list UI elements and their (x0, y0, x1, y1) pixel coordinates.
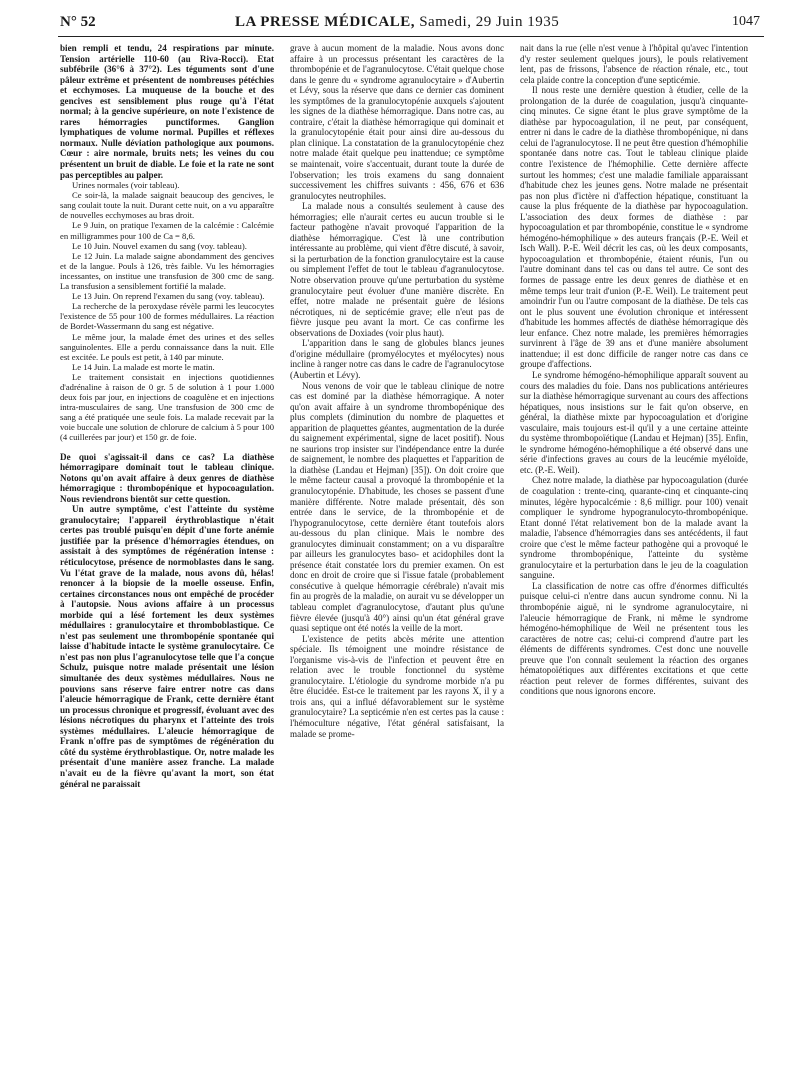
journal-title: LA PRESSE MÉDICALE, (235, 14, 415, 30)
column-right (520, 43, 748, 1073)
paragraph: Il nous reste une dernière question à étudier, celle de la prolongation de la durée de coagulation, jusqu'à cinquante-cinq minutes. Ce signe étant le plus grave symptôme de la diathèse par hypocoagulation, il ne peut, par conséquent, entrer ni dans le cadre de la diathèse thrombopénique, ni dans celui de l'agranulocytose. Il ne peut être question d'hémophilie spontanée dans notre cas. Tout le tableau clinique plaide contre l'existence de l'hémophilie. Cette dernière affecte surtout les hommes; c'est une maladie familiale apparaissant d'habitude chez les jeunes gens. Notre malade ne présentait pas non plus d'ictère ni d'affection hépatique, constituant la cause la plus fréquente de la diathèse par hypocoagulation. L'association des deux formes de diathèse : par hypocoagulation et par thrombopénie, constitue le « syndrome hémogéno-hémophilique » des auteurs français (P.-E. Weil et Isch Wall). P.-E. Weil décrit les cas, où les deux composants, hypocoagulation et thrombopénie, étaient réunis, l'un ou l'autre dominant dans tel cas ou dans tel autre. Ce sont des formes de passage entre les deux genres de diathèse et en même temps leur trait d'union (P.-E. Weil). Le traitement peut amoindrir l'un ou l'autre composant de la diathèse. De tels cas ont le plus souvent une évolution chronique et intéressent d'habitude les hommes affectés de diathèse hémorragique dès leur enfance. Chez notre malade, les premières hémorragies survinrent à l'âge de 39 ans et d'une manière absolument inattendue; il est donc difficile de ranger notre cas dans ce groupe d'affections. (520, 85, 748, 370)
page-number: 1047 (732, 14, 760, 29)
paragraph: Chez notre malade, la diathèse par hypocoagulation (durée de coagulation : trente-cinq, quarante-cinq et cinquante-cinq minutes, légère hypocalcémie : 8,6 milligr. pour 100) venait compliquer le syndrome hypogranulocyto-thrombopénique. Etant donné l'état relativement bon de la malade avant la maladie, l'absence d'hémorragies dans ses antécédents, il faut croire que c'est le même facteur pathogène qui a provoqué le syndrome thrombopénique, l'atteinte du système granulocytaire et la perturbation dans le jeu de la coagulation sanguine. (520, 475, 748, 581)
paragraph: nait dans la rue (elle n'est venue à l'hôpital qu'avec l'intention d'y rester seulement quelques jours), le pouls relativement lent, pas de frissons, l'absence de réaction rénale, etc., tout cela plaide contre la conception d'une septicémie. (520, 43, 748, 85)
paragraph: Le 12 Juin. La malade saigne abondamment des gencives et de la langue. Pouls à 126, très faible. Vu les hémorragies incessantes, on institue une transfusion de 300 cmc de sang. La transfusion a sensiblement fortifié la malade. (60, 250, 274, 292)
paragraph: Le syndrome hémogéno-hémophilique apparaît souvent au cours des maladies du foie. Dans nos publications antérieures sur la diathèse hémorragique survenant au cours des affections hépatiques, nous insistions sur le fait qu'on observe, en général, la diathèse mixte par hypocoagulation et d'origine vasculaire, mais toujours est-il qu'il y a une certaine atteinte du système thrombopoïétique (Landau et Hejman) [35]. Enfin, le syndrome hémogéno-hémophilique a été observé dans une série d'infections graves au cours de la leucémie myéloïde, etc. (P.-E. Weil). (520, 369, 748, 475)
paragraph: bien rempli et tendu, 24 respirations par minute. Tension artérielle 110-60 (au Riva-Rocci). Etat subfébrile (36°6 à 37°2). Les téguments sont d'une pâleur extrême et présentent de nombreuses pétéchies et ecchymoses. La muqueuse de la bouche et des gencives est sensiblement plus rouge qu'à l'état normal; à la gencive supérieure, on note l'existence de rares hémorragies punctiformes. Ganglion lymphatiques de volume normal. Pupilles et réflexes normaux. Nulle déviation pathologique aux poumons. Cœur : aire normale, bruits nets; les veines du cou présentent un bruit de diable. Le foie et la rate ne sont pas perceptibles au palper. (60, 43, 274, 180)
paragraph: La malade nous a consultés seulement à cause des hémorragies; elle n'aurait certes eu aucun trouble si le facteur pathogène n'avait provoqué l'apparition de la diathèse hémorragique. C'est là une contribution intéressante au problème, qui vient d'être discuté, à savoir, si la perturbation de la fonction granulocytaire est la cause ou simplement l'effet de tout le tableau d'agranulocytose. Notre observation prouve qu'une perturbation du système granulocytaire peut évoluer d'une manière discrète. En effet, notre malade ne présentait guère de lésions nécrotiques, ni de septicémie grave; elle n'eut pas de fièvre jusque peu avant la mort. Ce cas confirme les observations de Doxiades (voir plus haut). (290, 201, 504, 338)
paragraph: L'existence de petits abcès mérite une attention spéciale. Ils témoignent une moindre résistance de l'organisme vis-à-vis de l'infection et peuvent être en relation avec le trouble fonctionnel du système granulocytaire. L'étiologie du syndrome morbide n'a pu être élucidée. Est-ce le traitement par les rayons X, il y a trois ans, qui a influé défavorablement sur le système granulocytaire? La septicémie n'en est certes pas la cause : l'hémoculture négative, l'état général satisfaisant, la malade se prome- (290, 633, 504, 739)
paragraph: Le 9 Juin, on pratique l'examen de la calcémie : Calcémie en milligrammes pour 100 de Ca = 8,6. (60, 220, 274, 241)
header-rule (58, 36, 764, 37)
column-left (60, 43, 274, 1073)
paragraph: Ce soir-là, la malade saignait beaucoup des gencives, le sang coulait toute la nuit. Durant cette nuit, on a vu apparaître de nouvelles ecchymoses au bras droit. (60, 190, 274, 221)
paragraph: De quoi s'agissait-il dans ce cas? La diathèse hémorragipare dominait tout le tableau clinique. Notons qu'on avait affaire à deux genres de diathèse hémorragique : thrombopénique et hypocoagulation. Nous reviendrons bientôt sur cette question. (60, 451, 274, 504)
paragraph: Nous venons de voir que le tableau clinique de notre cas est dominé par la diathèse hémorragique. A noter qu'on avait affaire à un syndrome thrombopénique des plus complets (diminution du nombre de plaquettes et apparition de plaquettes géantes, augmentation de la durée du saignement expérimental, signe de lacet positif). Nous ne saurions trop insister sur l'indépendance entre la durée de saignement, le nombre des plaquettes et l'apparition de la diathèse (Landau et Hejman) [35]). On doit croire que le même facteur causal a provoqué la thrombopénie et la granulocytopénie. D'habitude, les choses se passent d'une manière différente. Notre malade présentait, dès son entrée dans le service, de la thrombopénie et de l'hypogranulocytose, cette dernière étant toutefois alors au-dessous du plan clinique. Mais le nombre des granulocytes diminuait constamment; on a vu disparaître par ailleurs les granulocytes baso- et acidophiles dont la présence était constatée lors du premier examen. On est donc en droit de croire que si l'issue fatale (probablement consécutive à quelque hémorragie cérébrale) n'avait mis fin au progrès de la maladie, on aurait vu se développer un tableau complet d'agranulocytose, d'autant plus qu'une fièvre élevée (jusqu'à 40°) ainsi qu'un état général grave quasi septique ont été notés la veille de la mort. (290, 380, 504, 634)
page-header (60, 14, 760, 38)
paragraph: Le même jour, la malade émet des urines et des selles sanguinolentes. Elle a perdu connaissance dans la nuit. Elle est excitée. Le pouls est petit, à 140 par minute. (60, 331, 274, 362)
issue-number: N° 52 (60, 14, 96, 30)
paragraph-gap (60, 443, 274, 452)
paragraph: La recherche de la peroxydase révèle parmi les leucocytes l'existence de 55 pour 100 de formes médullaires. La réaction de Bordet-Wassermann du sang est négative. (60, 301, 274, 332)
paragraph: grave à aucun moment de la maladie. Nous avons donc affaire à un processus présentant les caractères de la thrombopénie et de l'agranulocytose. C'était quelque chose dans le genre du « syndrome agranulocytaire » d'Aubertin et Lévy, sous la réserve que dans ce dernier cas dominent les symptômes de la granulocytopénie auxquels s'ajoutent les signes de la diathèse hémorragique. Dans notre cas, au contraire, c'était la diathèse hémorragique qui dominait et la granulocytopénie était pour ainsi dire au-dessous du plan clinique. La constatation de la granulocytopénie chez notre malade était quelque peu inattendue; ce symptôme se maintenait, voire s'accentuait, durant toute la durée de l'observation; les trois examens du sang donnaient successivement les chiffres suivants : 456, 676 et 636 granulocytes neutrophiles. (290, 43, 504, 201)
paragraph: Un autre symptôme, c'est l'atteinte du système granulocytaire; l'appareil érythroblastique n'était certes pas troublé puisqu'en dépit d'une forte anémie justifiée par la présence d'hémorragies étendues, on assistait à des symptômes de régénération intense : réticulocytose, présence de normoblastes dans le sang. Vu l'état grave de la malade, nous avons dû, hélas! renoncer à la biopsie de la moelle osseuse. Enfin, certaines circonstances nous ont empêché de procéder à l'autopsie. Nous avions affaire à un processus morbide qui a lésé fortement les deux systèmes médullaires : granulocytaire et thromboblastique. Ce n'est pas seulement une thrombopénie spontanée qui laisse d'habitude intacte le système granulocytaire. Ce n'est pas non plus l'agranulocytose telle que l'a conçue Schulz, puisque notre malade présentait une lésion simultanée des deux systèmes médullaires. Nous ne pouvions sans réserve faire entrer notre cas dans l'aleucie hémorragique de Frank, cette dernière étant un processus chronique et progressif, évoluant avec des lésions nécrotiques du pharynx et l'atteinte des trois systèmes médullaires. L'aleucie hémorragique de Frank n'offre pas de symptômes de régénération du côté du système érythroblastique. Or, notre malade les présentait d'une manière assez franche. La malade n'avait eu de la fièvre qu'avant la mort, son état général ne paraissait (60, 504, 274, 789)
column-middle (290, 43, 504, 1073)
paragraph: Le 14 Juin. La malade est morte le matin. (72, 361, 215, 372)
paragraph: L'apparition dans le sang de globules blancs jeunes d'origine médullaire (promyélocytes et myélocytes) nous incline à ranger notre cas dans le cadre de l'agranulocytose (Aubertin et Lévy). (290, 338, 504, 380)
issue-date: Samedi, 29 Juin 1935 (419, 14, 560, 30)
paragraph: Le 10 Juin. Nouvel examen du sang (voy. tableau). (72, 240, 247, 251)
paragraph: Le traitement consistait en injections quotidiennes d'adrénaline à raison de 0 gr. 5 de solution à 1 pour 1.000 deux fois par jour, en injections de coagulène et en injections intra-musculaires de sang. Une transfusion de 300 cmc de sang a été pratiquée une seule fois. La malade recevait par la voie buccale une solution de chlorure de calcium à 5 pour 100 (4 cuillerées par jour) et 150 gr. de foie. (60, 371, 274, 443)
paragraph: Urines normales (voir tableau). (72, 180, 180, 191)
paragraph: La classification de notre cas offre d'énormes difficultés puisque celui-ci n'entre dans aucun syndrome connu. Ni la thrombopénie aiguë, ni le syndrome agranulocytaire, ni l'aleucie hémorragique de Frank, ni même le syndrome hémogéno-hémophilique de Weil ne présentent tous les caractères de notre cas; celui-ci comprend d'autre part les éléments de différents syndromes. C'est donc une nouvelle preuve que l'on connaît seulement la réaction des organes hématopoïétiques aux différentes excitations et que cette réaction peut relever de formes différentes, suivant des conditions que nous ignorons encore. (520, 580, 748, 697)
journal-title-line (235, 14, 559, 31)
paragraph: Le 13 Juin. On reprend l'examen du sang (voy. tableau). (72, 291, 265, 302)
